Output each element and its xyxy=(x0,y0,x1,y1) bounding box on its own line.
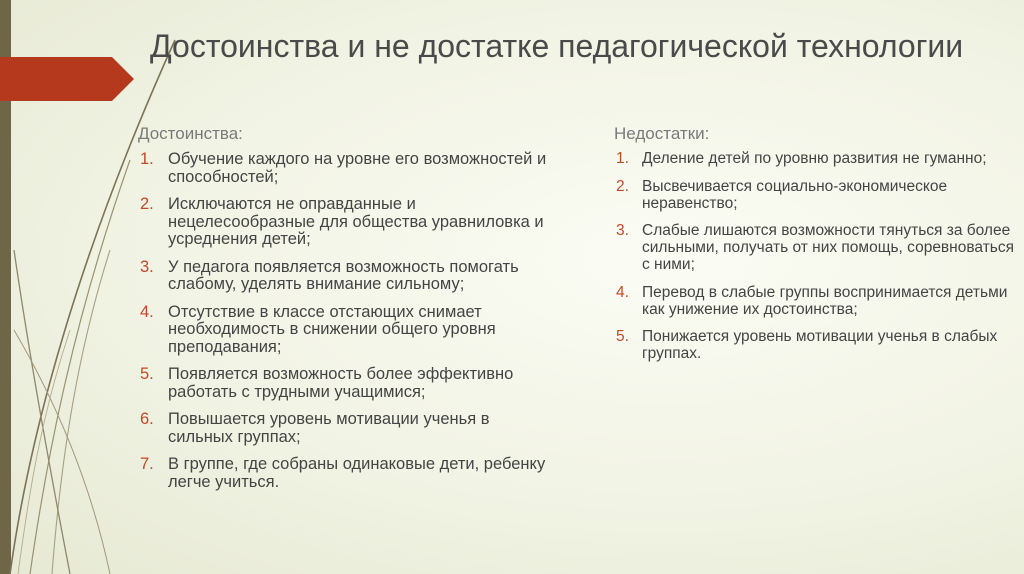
item-number: 2. xyxy=(616,177,629,195)
item-number: 5. xyxy=(616,328,629,346)
item-number: 4. xyxy=(140,302,154,321)
item-text: Слабые лишаются возможности тянуться за более сильными, получать от них помощь, соревноваться с ними; xyxy=(642,222,1015,273)
item-number: 3. xyxy=(140,257,154,276)
item-number: 2. xyxy=(140,195,154,213)
item-number: 4. xyxy=(616,283,629,301)
advantage-item-7 xyxy=(138,456,558,491)
disadvantages-column xyxy=(614,124,1014,374)
slide-title: Достоинства и не достатке педагогической технологии xyxy=(150,28,964,64)
advantage-item-1 xyxy=(138,151,558,186)
disadvantage-item-2 xyxy=(614,179,1014,213)
item-number: 6. xyxy=(140,410,154,428)
disadvantages-list xyxy=(614,151,1014,363)
item-number: 7. xyxy=(140,455,154,473)
item-text: Понижается уровень мотивации ученья в слабых группах. xyxy=(642,328,998,363)
item-text: Обучение каждого на уровне его возможностей и способностей; xyxy=(168,150,547,186)
advantage-item-2 xyxy=(138,196,558,249)
disadvantage-item-1 xyxy=(614,151,1014,168)
advantage-item-4 xyxy=(138,304,558,357)
advantage-item-5 xyxy=(138,366,558,401)
item-text: Исключаются не оправданные и нецелесообразные для общества уравниловка и усреднения детей; xyxy=(168,195,544,248)
item-text: Отсутствие в классе отстающих снимает необходимость в снижении общего уровня преподавания; xyxy=(168,302,496,356)
title-arrow-shape xyxy=(0,57,134,101)
advantage-item-3 xyxy=(138,259,558,294)
item-number: 1. xyxy=(616,150,629,167)
item-text: У педагога появляется возможность помогать слабому, уделять внимание сильному; xyxy=(168,257,519,293)
item-text: Перевод в слабые группы воспринимается детьми как унижение их достоинства; xyxy=(642,283,1008,318)
item-number: 3. xyxy=(616,222,629,240)
advantages-column xyxy=(138,124,558,501)
item-text: Высвечивается социально-экономическое неравенство; xyxy=(642,177,948,212)
item-text: В группе, где собраны одинаковые дети, ребенку легче учиться. xyxy=(168,455,546,491)
disadvantage-item-3 xyxy=(614,223,1014,273)
disadvantage-item-5 xyxy=(614,329,1014,363)
advantages-heading: Достоинства: xyxy=(138,124,243,143)
disadvantages-heading: Недостатки: xyxy=(614,124,710,143)
advantages-list xyxy=(138,151,558,491)
item-number: 1. xyxy=(140,150,154,168)
item-number: 5. xyxy=(140,365,154,383)
item-text: Деление детей по уровню развития не гуманно; xyxy=(642,150,987,167)
advantage-item-6 xyxy=(138,411,558,446)
disadvantage-item-4 xyxy=(614,285,1014,319)
item-text: Повышается уровень мотивации ученья в сильных группах; xyxy=(168,410,490,446)
item-text: Появляется возможность более эффективно работать с трудными учащимися; xyxy=(168,365,514,401)
